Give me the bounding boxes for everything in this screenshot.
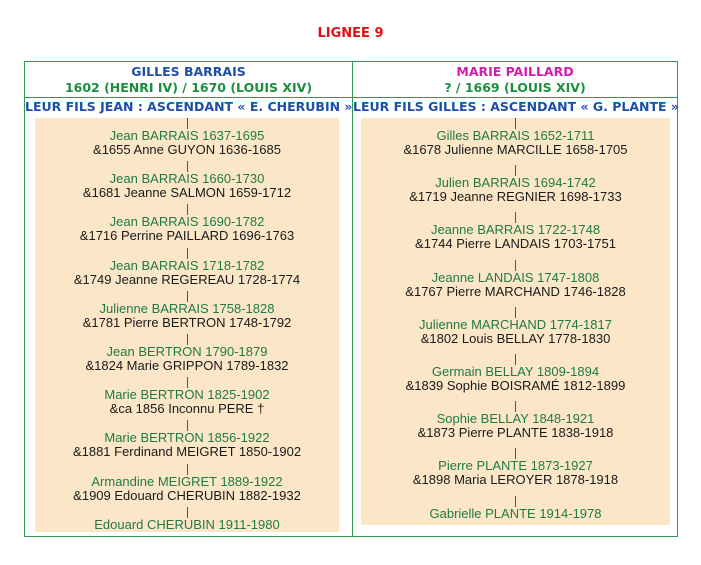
person-line: Pierre PLANTE 1873-1927 xyxy=(438,458,593,474)
person-line: Jean BERTRON 1790-1879 xyxy=(106,344,268,359)
marriage-line: &1716 Perrine PAILLARD 1696-1763 xyxy=(79,228,295,244)
person-line: Sophie BELLAY 1848-1921 xyxy=(436,411,595,427)
left-column xyxy=(25,62,353,536)
marriage-line: &1719 Jeanne REGNIER 1698-1733 xyxy=(409,189,622,205)
left-ancestor-dates: 1602 (HENRI IV) / 1670 (LOUIS XIV) xyxy=(64,80,313,95)
connector-line xyxy=(187,464,188,475)
person-line: Germain BELLAY 1809-1894 xyxy=(431,364,600,379)
generation-entry xyxy=(361,118,670,157)
generation-entry xyxy=(361,448,670,487)
marriage-line: &1655 Anne GUYON 1636-1685 xyxy=(93,142,281,157)
generation-entry xyxy=(35,507,339,532)
person-line: Edouard CHERUBIN 1911-1980 xyxy=(94,516,280,532)
generation-entry xyxy=(35,118,339,157)
right-ancestor-name: MARIE PAILLARD xyxy=(456,64,574,79)
generation-entry xyxy=(35,464,339,503)
person-line: Jean BARRAIS 1718-1782 xyxy=(109,257,265,273)
connector-line xyxy=(515,496,516,507)
left-subtitle: LEUR FILS JEAN : ASCENDANT « E. CHERUBIN » xyxy=(25,99,353,114)
person-line: Jean BARRAIS 1637-1695 xyxy=(109,128,265,143)
marriage-line: &ca 1856 Inconnu PERE † xyxy=(109,401,265,417)
generation-entry xyxy=(35,377,339,416)
person-line: Julien BARRAIS 1694-1742 xyxy=(435,175,596,191)
marriage-line: &1681 Jeanne SALMON 1659-1712 xyxy=(82,185,292,201)
person-line: Marie BERTRON 1856-1922 xyxy=(104,430,270,446)
connector-line xyxy=(187,248,188,259)
person-line: Jeanne BARRAIS 1722-1748 xyxy=(430,222,601,238)
generation-entry xyxy=(361,401,670,440)
page-title: LIGNEE 9 xyxy=(317,26,384,41)
person-line: Julienne MARCHAND 1774-1817 xyxy=(419,316,612,332)
left-header xyxy=(25,62,352,98)
marriage-line: &1678 Julienne MARCILLE 1658-1705 xyxy=(403,142,628,157)
person-line: Jean BARRAIS 1690-1782 xyxy=(109,214,265,230)
right-descendants-panel xyxy=(361,118,670,525)
right-column xyxy=(353,62,680,536)
marriage-line: &1802 Louis BELLAY 1778-1830 xyxy=(420,330,611,346)
person-line: Gilles BARRAIS 1652-1711 xyxy=(436,128,595,143)
generation-entry xyxy=(35,204,339,243)
generation-entry xyxy=(35,420,339,459)
person-line: Gabrielle PLANTE 1914-1978 xyxy=(429,505,602,521)
generation-entry xyxy=(361,165,670,204)
marriage-line: &1839 Sophie BOISRAMÉ 1812-1899 xyxy=(405,378,626,393)
left-ancestor-name: GILLES BARRAIS xyxy=(131,64,246,79)
person-line: Jeanne LANDAIS 1747-1808 xyxy=(431,269,600,285)
right-subtitle: LEUR FILS GILLES : ASCENDANT « G. PLANTE » xyxy=(353,99,680,114)
marriage-line: &1767 Pierre MARCHAND 1746-1828 xyxy=(405,283,626,299)
right-ancestor-dates: ? / 1669 (LOUIS XIV) xyxy=(444,80,586,95)
marriage-line: &1781 Pierre BERTRON 1748-1792 xyxy=(82,314,292,330)
person-line: Armandine MEIGRET 1889-1922 xyxy=(91,473,283,489)
generation-entry xyxy=(361,212,670,251)
person-line: Marie BERTRON 1825-1902 xyxy=(104,387,270,403)
generation-entry xyxy=(361,354,670,393)
marriage-line: &1909 Edouard CHERUBIN 1882-1932 xyxy=(73,487,301,503)
marriage-line: &1824 Marie GRIPPON 1789-1832 xyxy=(85,358,289,373)
generation-entry xyxy=(35,291,339,330)
generation-entry xyxy=(35,161,339,200)
person-line: Julienne BARRAIS 1758-1828 xyxy=(99,300,275,316)
marriage-line: &1744 Pierre LANDAIS 1703-1751 xyxy=(415,236,616,252)
marriage-line: &1873 Pierre PLANTE 1838-1918 xyxy=(417,425,614,441)
generation-entry xyxy=(35,334,339,373)
lineage-table xyxy=(24,61,678,537)
left-descendants-panel xyxy=(35,118,339,532)
generation-entry xyxy=(35,248,339,287)
marriage-line: &1749 Jeanne REGEREAU 1728-1774 xyxy=(73,271,301,287)
marriage-line: &1881 Ferdinand MEIGRET 1850-1902 xyxy=(72,444,302,460)
generation-entry xyxy=(361,260,670,299)
person-line: Jean BARRAIS 1660-1730 xyxy=(109,171,265,187)
generation-entry xyxy=(361,496,670,521)
generation-entry xyxy=(361,307,670,346)
connector-line xyxy=(515,260,516,271)
marriage-line: &1898 Maria LEROYER 1878-1918 xyxy=(412,472,619,488)
right-header xyxy=(353,62,677,98)
